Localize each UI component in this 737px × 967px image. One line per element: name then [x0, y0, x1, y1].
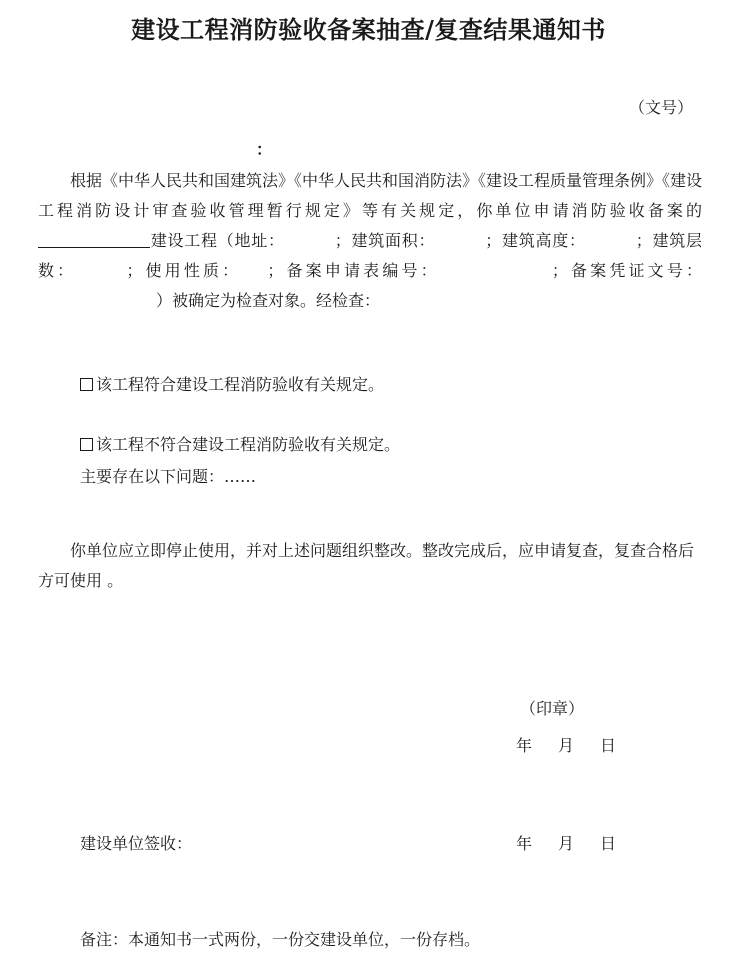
- document-title: 建设工程消防验收备案抽查/复查结果通知书: [131, 15, 606, 44]
- checkbox-noncompliant[interactable]: [80, 438, 93, 451]
- rectification-paragraph: [38, 536, 702, 596]
- body-paragraph: [38, 166, 702, 316]
- date-month: 月: [558, 736, 575, 755]
- date-year: 年: [516, 736, 533, 755]
- sign-label: 建设单位签收：: [80, 834, 193, 853]
- option-compliant: [80, 372, 384, 398]
- body-text-conclusion: ）被确定为检查对象。经检查：: [156, 291, 381, 310]
- addressee-colon: ：: [256, 140, 273, 159]
- sign-date-month: 月: [558, 834, 575, 853]
- rectification-text: 你单位应立即停止使用，并对上述问题组织整改。整改完成后，应申请复查，复查合格后方可使用 。: [38, 541, 695, 590]
- body-text-usage: ；使用性质：: [126, 261, 242, 280]
- body-text-certificate: ；备案凭证文号：: [551, 261, 702, 280]
- sign-date-day: 日: [600, 834, 617, 853]
- issue-date: [516, 734, 616, 758]
- checkbox-compliant[interactable]: [80, 378, 93, 391]
- seal-label: （印章）: [520, 699, 585, 718]
- option-noncompliant: [80, 432, 400, 458]
- body-text-area: ；建筑面积：: [334, 231, 436, 250]
- option-compliant-label: 该工程符合建设工程消防验收有关规定。: [96, 375, 385, 394]
- body-text-address: 建设工程（地址：: [150, 231, 285, 250]
- body-text-height: ；建筑高度：: [485, 231, 586, 250]
- option-noncompliant-label: 该工程不符合建设工程消防验收有关规定。: [96, 435, 401, 454]
- body-text-floors: ；建筑层数：: [38, 231, 702, 280]
- note-text: 备注：本通知书一式两份，一份交建设单位，一份存档。: [80, 930, 481, 949]
- body-text-form-number: ；备案申请表编号：: [267, 261, 440, 280]
- project-name-blank: [38, 229, 150, 248]
- sign-date: [516, 832, 616, 856]
- document-number: （文号）: [628, 98, 693, 117]
- body-text-intro: 根据《中华人民共和国建筑法》《中华人民共和国消防法》《建设工程质量管理条例》《建设工程消防设计审查验收管理暂行规定》等有关规定，你单位申请消防验收备案的: [38, 171, 703, 220]
- sign-date-year: 年: [516, 834, 533, 853]
- date-day: 日: [600, 736, 617, 755]
- main-issues: 主要存在以下问题：……: [80, 467, 257, 486]
